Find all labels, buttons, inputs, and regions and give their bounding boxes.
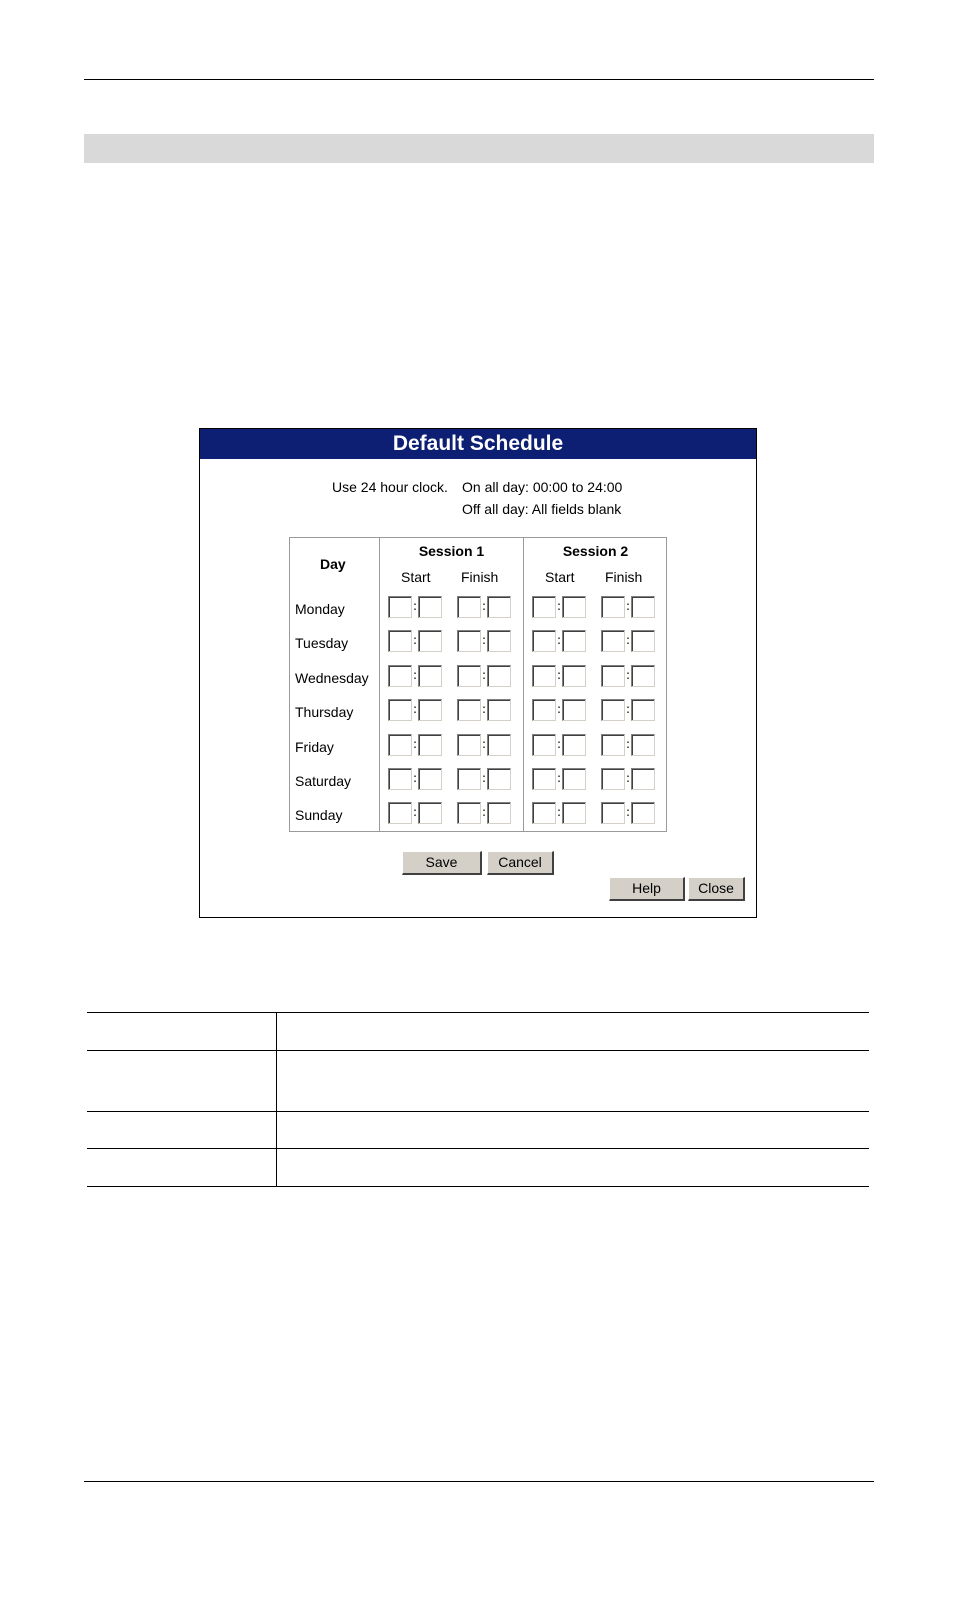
session-1-start-hour-input[interactable] [388,768,412,790]
session-2-finish-hour-input[interactable] [601,802,625,824]
time-separator: : [413,771,418,785]
time-separator: : [557,599,562,613]
session-2-start-minute-input[interactable] [562,802,586,824]
day-label: Monday [295,601,345,617]
help-button[interactable]: Help [609,877,685,901]
session-1-start-minute-input[interactable] [418,596,442,618]
session-1-finish-minute-input[interactable] [487,768,511,790]
session-1-start-hour-input[interactable] [388,802,412,824]
close-button[interactable]: Close [688,877,745,901]
session-2-finish-minute-input[interactable] [631,699,655,721]
session-2-start-minute-input[interactable] [562,665,586,687]
day-label: Sunday [295,807,343,824]
session-1-finish-minute-input[interactable] [487,630,511,652]
session-2-start-minute-input[interactable] [562,768,586,790]
schedule-grid [289,537,667,832]
session-1-start-hour-input[interactable] [388,630,412,652]
session-2-start-hour-input[interactable] [532,630,556,652]
session-2-finish-hour-input[interactable] [601,630,625,652]
session-2-start-hour-input[interactable] [532,596,556,618]
day-column-header: Day [320,556,346,572]
session-2-finish-hour-input[interactable] [601,596,625,618]
time-separator: : [626,805,631,820]
session-1-start-minute-input[interactable] [418,768,442,790]
session-1-finish-hour-input[interactable] [457,734,481,756]
table-row [87,1050,869,1051]
session-1-finish-hour-input[interactable] [457,699,481,721]
session-1-start-hour-input[interactable] [388,665,412,687]
time-separator: : [482,805,487,820]
session-1-start-minute-input[interactable] [418,630,442,652]
session-2-start-hour-input[interactable] [532,734,556,756]
day-label: Tuesday [295,635,349,652]
time-separator: : [557,736,562,751]
session-1-start-header: Start [401,569,431,585]
session-1-finish-header: Finish [461,569,499,585]
session-1-finish-minute-input[interactable] [487,802,511,824]
session-2-finish-header: Finish [605,569,643,585]
day-label: Friday [295,738,334,755]
session-2-finish-minute-input[interactable] [631,630,655,652]
time-separator: : [557,805,562,820]
time-separator: : [413,805,418,820]
time-separator: : [626,736,631,751]
time-separator: : [482,771,487,785]
time-separator: : [557,667,562,682]
dialog-title: Default Schedule [200,429,756,459]
session-1-finish-minute-input[interactable] [487,665,511,687]
table-row [87,1148,869,1149]
day-row-sunday [290,799,666,833]
time-separator: : [413,736,418,751]
session-2-finish-hour-input[interactable] [601,699,625,721]
time-separator: : [557,702,562,717]
day-label: Thursday [295,704,354,721]
default-schedule-dialog [199,428,757,918]
time-separator: : [626,633,631,648]
table-bottom-border [87,1186,869,1187]
session-1-start-minute-input[interactable] [418,734,442,756]
day-row-saturday [290,765,666,799]
day-row-friday [290,731,666,765]
time-separator: : [413,633,418,648]
session-1-finish-minute-input[interactable] [487,699,511,721]
on-all-day-note: On all day: 00:00 to 24:00 [462,479,623,495]
section-header-bar [84,134,874,163]
session-2-start-hour-input[interactable] [532,768,556,790]
session-1-start-hour-input[interactable] [388,699,412,721]
save-button[interactable]: Save [402,851,482,875]
session-1-finish-hour-input[interactable] [457,665,481,687]
top-divider [84,79,874,80]
session-2-finish-minute-input[interactable] [631,665,655,687]
session-2-finish-minute-input[interactable] [631,802,655,824]
time-separator: : [626,771,631,785]
table-column-divider [276,1012,277,1186]
session-2-header: Session 2 [562,543,629,559]
session-1-finish-hour-input[interactable] [457,802,481,824]
session-1-finish-hour-input[interactable] [457,630,481,652]
bottom-divider [84,1481,874,1482]
time-separator: : [413,702,418,717]
table-row [87,1012,869,1013]
time-separator: : [557,771,562,785]
session-2-finish-minute-input[interactable] [631,596,655,618]
session-2-finish-hour-input[interactable] [601,665,625,687]
session-1-start-hour-input[interactable] [388,734,412,756]
session-2-finish-minute-input[interactable] [631,768,655,790]
time-separator: : [482,599,487,613]
session-1-finish-hour-input[interactable] [457,596,481,618]
off-all-day-note: Off all day: All fields blank [462,501,622,517]
time-separator: : [413,599,418,613]
session-2-start-minute-input[interactable] [562,630,586,652]
session-1-finish-hour-input[interactable] [457,768,481,790]
day-label: Wednesday [295,669,369,686]
session-2-start-minute-input[interactable] [562,699,586,721]
session-2-start-minute-input[interactable] [562,596,586,618]
cancel-button[interactable]: Cancel [487,851,554,875]
session-1-start-minute-input[interactable] [418,665,442,687]
time-separator: : [557,633,562,648]
session-2-start-hour-input[interactable] [532,665,556,687]
time-separator: : [626,599,631,613]
session-1-start-hour-input[interactable] [388,596,412,618]
table-row [87,1111,869,1112]
time-separator: : [482,736,487,751]
time-separator: : [626,667,631,682]
session-1-finish-minute-input[interactable] [487,734,511,756]
day-row-monday [290,593,666,627]
time-separator: : [482,667,487,682]
session-2-finish-hour-input[interactable] [601,768,625,790]
session-2-start-minute-input[interactable] [562,734,586,756]
session-1-start-minute-input[interactable] [418,699,442,721]
time-separator: : [413,667,418,682]
session-2-start-header: Start [545,569,575,585]
session-2-start-hour-input[interactable] [532,802,556,824]
session-1-header: Session 1 [418,543,485,559]
day-row-thursday [290,696,666,730]
time-separator: : [482,633,487,648]
session-2-finish-minute-input[interactable] [631,734,655,756]
day-row-tuesday [290,627,666,661]
clock-note: Use 24 hour clock. [332,479,448,495]
day-row-wednesday [290,662,666,696]
time-separator: : [482,702,487,717]
session-2-start-hour-input[interactable] [532,699,556,721]
session-1-start-minute-input[interactable] [418,802,442,824]
day-label: Saturday [295,773,352,789]
session-1-finish-minute-input[interactable] [487,596,511,618]
session-2-finish-hour-input[interactable] [601,734,625,756]
time-separator: : [626,702,631,717]
